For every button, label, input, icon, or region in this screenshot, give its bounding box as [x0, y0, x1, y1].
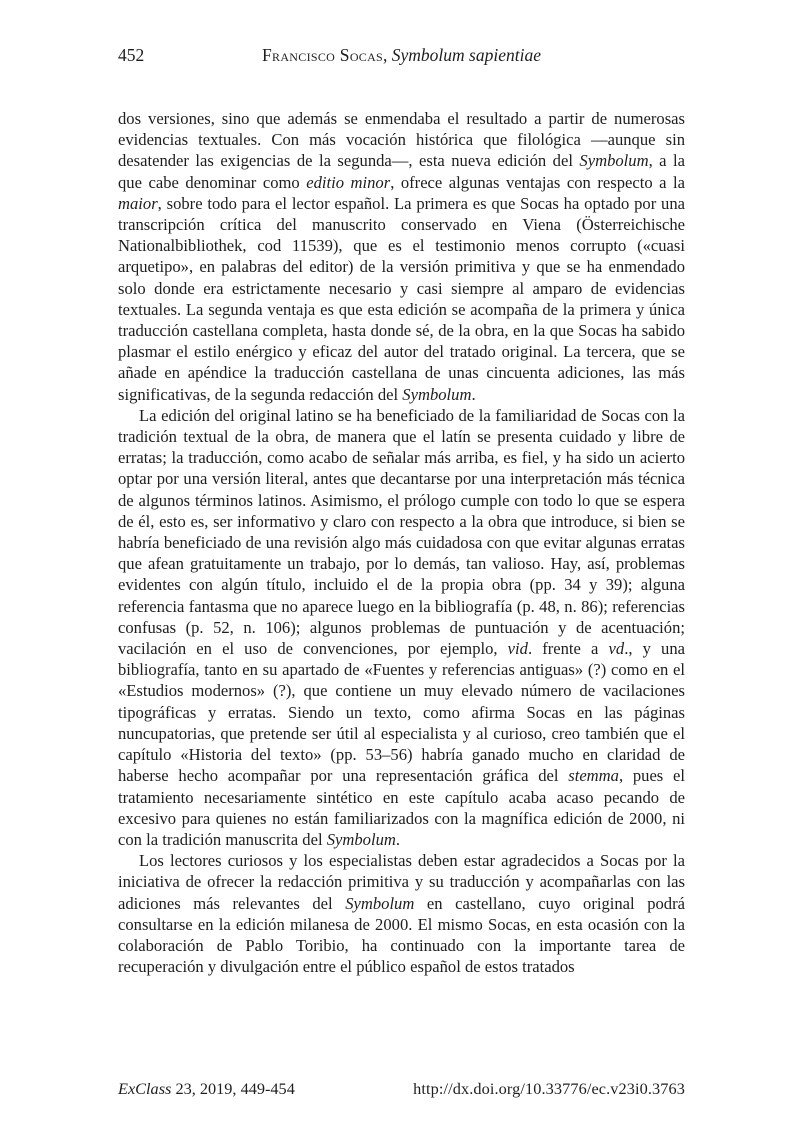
paragraph: [118, 108, 685, 405]
text-run: ,: [383, 45, 392, 65]
doi-text: http://dx.doi.org/10.33776/ec.v23i0.3763: [413, 1079, 685, 1098]
text-run: La edición del original latino se ha beneficiado de la familiaridad de Socas con la tradición textual de la obra, de manera que el latín se presenta cuidado y libre de erratas; la traducción, como acabo de señalar más arriba, es fiel, y ha sido un acierto optar por una versión literal, antes que decantarse por una interpretación más técnica de algunos términos latinos. Asimismo, el prólogo cumple con todo lo que se espera de él, esto es, ser informativo y claro con respecto a la obra que introduce, si bien se habría beneficiado de una revisión algo más cuidadosa con que evitar algunas erratas que afean gratuitamente un trabajo, por lo demás, tan valioso. Hay, así, problemas evidentes con algún título, incluido el de la propia obra (pp. 34 y 39); alguna referencia fantasma que no aparece luego en la bibliografía (p. 48, n. 86); referencias confusas (p. 52, n. 106); algunos problemas de puntuación y de acentuación; vacilación en el uso de convenciones, por ejemplo,: [118, 405, 685, 659]
text-run: . frente a: [527, 639, 609, 659]
page-number: 452: [118, 45, 145, 65]
italic-text: Symbolum: [345, 893, 415, 913]
running-title: [262, 45, 541, 65]
paragraph: [118, 850, 685, 977]
page-footer: [118, 1079, 685, 1099]
text-run: .: [395, 829, 401, 849]
text-run: Los lectores curiosos y los especialistas deben estar agradecidos a Socas por la iniciativa de ofrecer la redacción primitiva y su traducción y acompañarlas con las adiciones más relevantes del: [118, 851, 685, 913]
italic-text: maior: [118, 193, 158, 213]
italic-text: Symbolum sapientiae: [391, 45, 541, 65]
text-run: , sobre todo para el lector español. La primera es que Socas ha optado por una transcripción crítica del manuscrito conservado en Viena (Österreichische Nationalbibliothek, cod 11539), que es el testimonio menos corrupto («cuasi arquetipo», en palabras del editor) de la versión primitiva y que se ha enmendado solo donde era estrictamente necesario y casi siempre al amparo de evidencias textuales. La segunda ventaja es que esta edición se acompaña de la primera y única traducción castellana completa, hasta donde sé, de la obra, en la que Socas ha sabido plasmar el estilo enérgico y eficaz del autor del tratado original. La tercera, que se añade en apéndice la traducción castellana de unas cincuenta adiciones, las más significativas, de la segunda redacción del: [118, 193, 685, 404]
italic-text: ExClass: [118, 1079, 172, 1098]
page-header: [118, 44, 685, 66]
text-run: en castellano, cuyo original podrá consultarse en la edición milanesa de 2000. El mismo Socas, en esta ocasión con la colaboración de Pablo Toribio, ha continuado con la importante tarea de recuperación y divulgación entre el público español de estos tratados: [118, 893, 685, 977]
text-run: , a la que cabe denominar como: [118, 151, 685, 192]
text-run: , pues el tratamiento necesariamente sintético en este capítulo acaba acaso pecando de excesivo para quienes no están familiarizados con la magnífica edición de 2000, ni con la tradición manuscrita del: [118, 766, 685, 849]
text-run: ., y una bibliografía, tanto en su apartado de «Fuentes y referencias antiguas» (?) como en el «Estudios modernos» (?), que contiene un muy elevado número de vacilaciones tipográficas y erratas. Siendo un texto, como afirma Socas en las páginas nuncupatorias, que pretende ser útil al especialista y al curioso, creo también que el capítulo «Historia del texto» (pp. 53–56) habría ganado mucho en claridad de haberse hecho acompañar por una representación gráfica del: [118, 639, 685, 786]
text-run: .: [471, 384, 476, 404]
text-run: 23, 2019, 449-454: [171, 1079, 295, 1098]
italic-text: stemma: [568, 766, 619, 786]
italic-text: Symbolum: [579, 151, 649, 171]
italic-text: editio minor: [306, 172, 391, 192]
text-run: , ofrece algunas ventajas con respecto a la: [390, 172, 685, 192]
italic-text: Symbolum: [402, 384, 472, 404]
smallcaps-text: Francisco Socas: [262, 45, 384, 65]
italic-text: vd: [608, 639, 625, 659]
review-text: [118, 108, 685, 977]
text-run: dos versiones, sino que además se enmendaba el resultado a partir de numerosas evidencias textuales. Con más vocación histórica que filológica —aunque sin desatender las exigencias de la segunda—, esta nueva edición del: [118, 109, 685, 171]
italic-text: vid: [507, 639, 528, 659]
paragraph: [118, 405, 685, 850]
italic-text: Symbolum: [326, 829, 396, 849]
journal-citation: [118, 1079, 295, 1099]
